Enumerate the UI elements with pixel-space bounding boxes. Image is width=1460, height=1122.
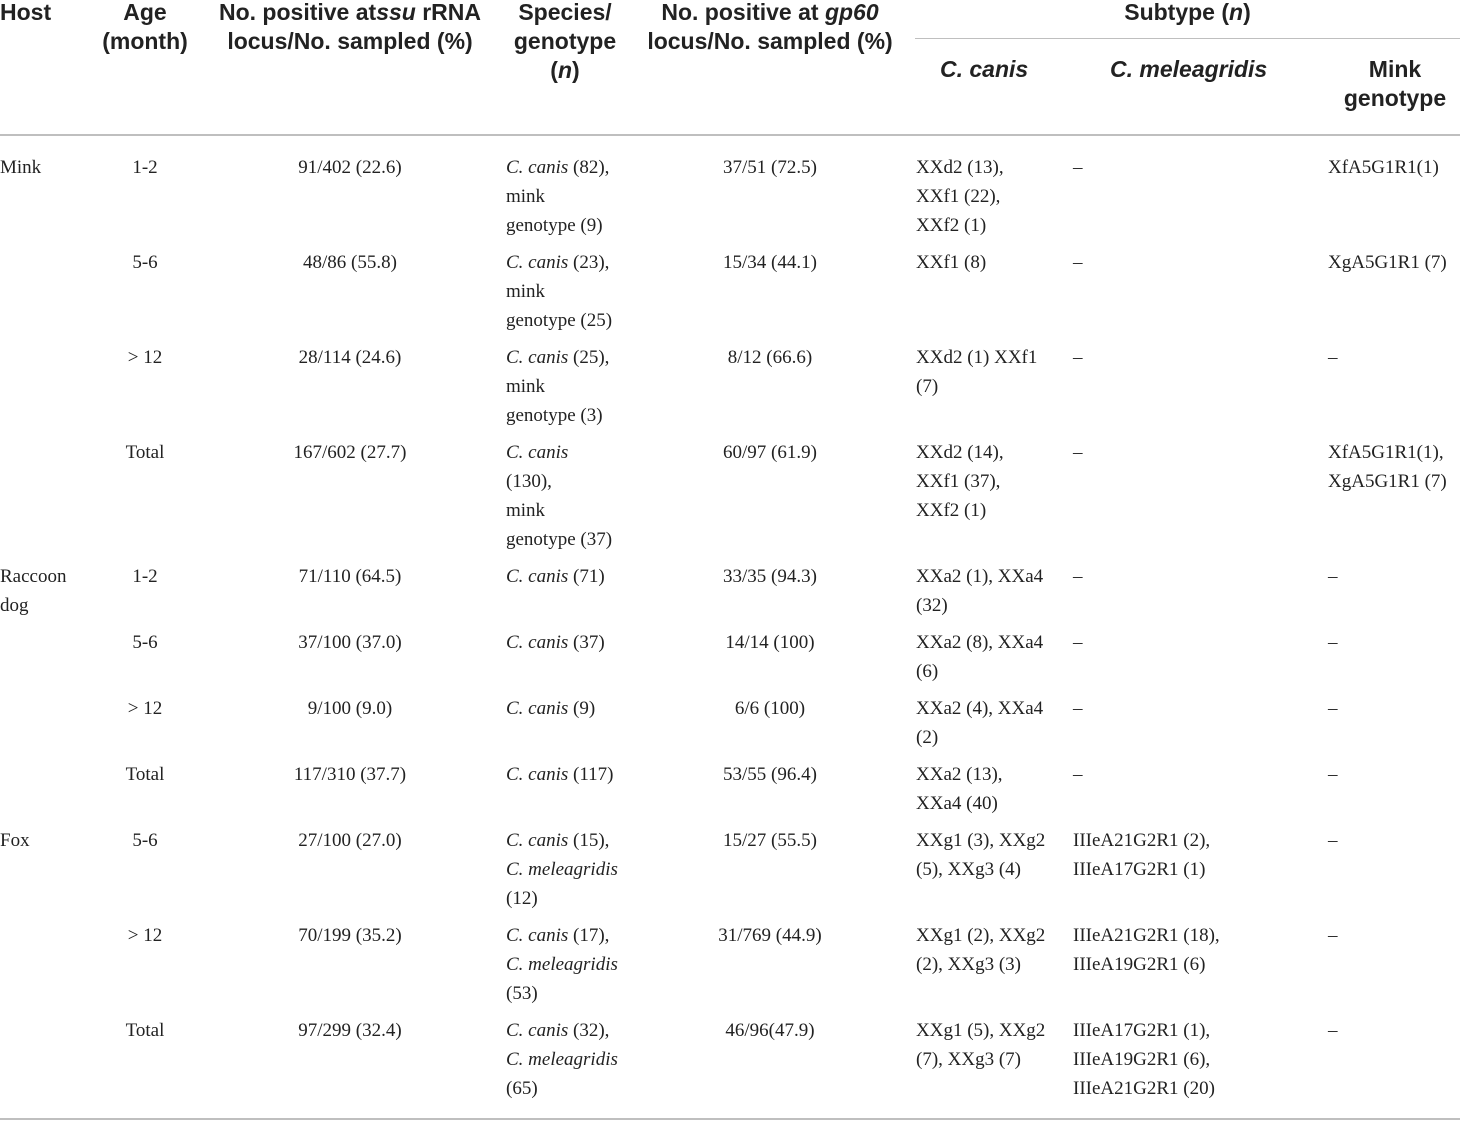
ccanis-subtype-cell: XXg1 (3), XXg2 (5), XXg3 (4) bbox=[916, 830, 1046, 880]
species-cell: C. canis (17), C. meleagridis (53) bbox=[506, 925, 618, 1004]
header-rule bbox=[0, 134, 1460, 136]
age-cell: > 12 bbox=[127, 347, 163, 368]
mink-subtype-cell: – bbox=[1328, 925, 1338, 946]
header-host: Host bbox=[0, 0, 52, 25]
age-cell: 5-6 bbox=[132, 252, 158, 273]
gp60-cell: 60/97 (61.9) bbox=[723, 442, 817, 463]
species-cell: C. canis (37) bbox=[506, 632, 605, 653]
species-cell: C. canis (25), mink genotype (3) bbox=[506, 347, 610, 426]
header-gp60: No. positive at gp60 locus/No. sampled (%) bbox=[647, 0, 893, 54]
species-cell: C. canis (130), mink genotype (37) bbox=[506, 442, 613, 550]
subtype-rule bbox=[915, 38, 1460, 39]
species-cell: C. canis (71) bbox=[506, 566, 605, 587]
host-cell: Raccoon dog bbox=[0, 566, 67, 616]
cmel-subtype-cell: IIIeA21G2R1 (2), IIIeA17G2R1 (1) bbox=[1073, 830, 1211, 880]
ssu-cell: 91/402 (22.6) bbox=[298, 157, 402, 178]
mink-subtype-cell: – bbox=[1328, 632, 1338, 653]
ssu-cell: 48/86 (55.8) bbox=[303, 252, 397, 273]
age-cell: 5-6 bbox=[132, 632, 158, 653]
ssu-cell: 167/602 (27.7) bbox=[293, 442, 407, 463]
species-cell: C. canis (32), C. meleagridis (65) bbox=[506, 1020, 618, 1099]
cmel-subtype-cell: – bbox=[1073, 764, 1083, 785]
gp60-cell: 37/51 (72.5) bbox=[723, 157, 817, 178]
gp60-cell: 53/55 (96.4) bbox=[723, 764, 817, 785]
mink-subtype-cell: XfA5G1R1(1), XgA5G1R1 (7) bbox=[1328, 442, 1447, 492]
age-cell: Total bbox=[125, 442, 165, 463]
ccanis-subtype-cell: XXa2 (1), XXa4 (32) bbox=[916, 566, 1044, 616]
ssu-cell: 37/100 (37.0) bbox=[298, 632, 402, 653]
ssu-cell: 28/114 (24.6) bbox=[298, 347, 402, 368]
header-cmeleagridis: C. meleagridis bbox=[1110, 56, 1268, 82]
mink-subtype-cell: XfA5G1R1(1) bbox=[1328, 157, 1439, 178]
cmel-subtype-cell: – bbox=[1073, 157, 1083, 178]
gp60-cell: 8/12 (66.6) bbox=[727, 347, 813, 368]
age-cell: 1-2 bbox=[132, 157, 158, 178]
header-ccanis: C. canis bbox=[940, 56, 1029, 82]
host-cell: Mink bbox=[0, 157, 42, 178]
mink-subtype-cell: – bbox=[1328, 698, 1338, 719]
ssu-cell: 27/100 (27.0) bbox=[298, 830, 402, 851]
header-species: Species/ genotype (n) bbox=[513, 0, 617, 83]
age-cell: > 12 bbox=[127, 698, 163, 719]
ccanis-subtype-cell: XXa2 (13), XXa4 (40) bbox=[916, 764, 1003, 814]
cmel-subtype-cell: – bbox=[1073, 347, 1083, 368]
mink-subtype-cell: XgA5G1R1 (7) bbox=[1328, 252, 1447, 273]
gp60-cell: 33/35 (94.3) bbox=[723, 566, 817, 587]
ccanis-subtype-cell: XXg1 (5), XXg2 (7), XXg3 (7) bbox=[916, 1020, 1046, 1070]
age-cell: > 12 bbox=[127, 925, 163, 946]
ccanis-subtype-cell: XXd2 (1) XXf1 (7) bbox=[916, 347, 1038, 397]
header-mink-genotype: Mink genotype bbox=[1343, 56, 1447, 111]
gp60-cell: 46/96(47.9) bbox=[725, 1020, 815, 1041]
mink-subtype-cell: – bbox=[1328, 764, 1338, 785]
species-cell: C. canis (117) bbox=[506, 764, 614, 785]
ssu-cell: 70/199 (35.2) bbox=[298, 925, 402, 946]
age-cell: 5-6 bbox=[132, 830, 158, 851]
ssu-cell: 9/100 (9.0) bbox=[307, 698, 393, 719]
header-ssu: No. positive atssu rRNA locus/No. sampled (%) bbox=[218, 0, 481, 54]
header-age: Age (month) bbox=[102, 0, 188, 54]
host-cell: Fox bbox=[0, 830, 30, 851]
gp60-cell: 15/27 (55.5) bbox=[723, 830, 817, 851]
header-subtype: Subtype (n) bbox=[1124, 0, 1251, 25]
gp60-cell: 14/14 (100) bbox=[725, 632, 815, 653]
ssu-cell: 117/310 (37.7) bbox=[293, 764, 407, 785]
ccanis-subtype-cell: XXd2 (14), XXf1 (37), XXf2 (1) bbox=[916, 442, 1004, 521]
cmel-subtype-cell: – bbox=[1073, 566, 1083, 587]
cmel-subtype-cell: – bbox=[1073, 252, 1083, 273]
gp60-cell: 31/769 (44.9) bbox=[718, 925, 822, 946]
species-cell: C. canis (82), mink genotype (9) bbox=[506, 157, 610, 236]
mink-subtype-cell: – bbox=[1328, 566, 1338, 587]
age-cell: Total bbox=[125, 764, 165, 785]
gp60-cell: 15/34 (44.1) bbox=[723, 252, 817, 273]
mink-subtype-cell: – bbox=[1328, 347, 1338, 368]
ssu-cell: 97/299 (32.4) bbox=[298, 1020, 402, 1041]
ccanis-subtype-cell: XXa2 (8), XXa4 (6) bbox=[916, 632, 1044, 682]
ccanis-subtype-cell: XXd2 (13), XXf1 (22), XXf2 (1) bbox=[916, 157, 1004, 236]
species-cell: C. canis (15), C. meleagridis (12) bbox=[506, 830, 618, 909]
cmel-subtype-cell: – bbox=[1073, 698, 1083, 719]
ccanis-subtype-cell: XXg1 (2), XXg2 (2), XXg3 (3) bbox=[916, 925, 1046, 975]
age-cell: 1-2 bbox=[132, 566, 158, 587]
age-cell: Total bbox=[125, 1020, 165, 1041]
mink-subtype-cell: – bbox=[1328, 1020, 1338, 1041]
cmel-subtype-cell: – bbox=[1073, 632, 1083, 653]
species-cell: C. canis (9) bbox=[506, 698, 596, 719]
ccanis-subtype-cell: XXa2 (4), XXa4 (2) bbox=[916, 698, 1044, 748]
ccanis-subtype-cell: XXf1 (8) bbox=[916, 252, 987, 273]
cmel-subtype-cell: – bbox=[1073, 442, 1083, 463]
mink-subtype-cell: – bbox=[1328, 830, 1338, 851]
cmel-subtype-cell: IIIeA21G2R1 (18), IIIeA19G2R1 (6) bbox=[1073, 925, 1220, 975]
bottom-rule bbox=[0, 1118, 1460, 1120]
gp60-cell: 6/6 (100) bbox=[734, 698, 806, 719]
species-cell: C. canis (23), mink genotype (25) bbox=[506, 252, 613, 331]
cmel-subtype-cell: IIIeA17G2R1 (1), IIIeA19G2R1 (6), IIIeA21G2R1 (20) bbox=[1073, 1020, 1215, 1099]
ssu-cell: 71/110 (64.5) bbox=[298, 566, 402, 587]
